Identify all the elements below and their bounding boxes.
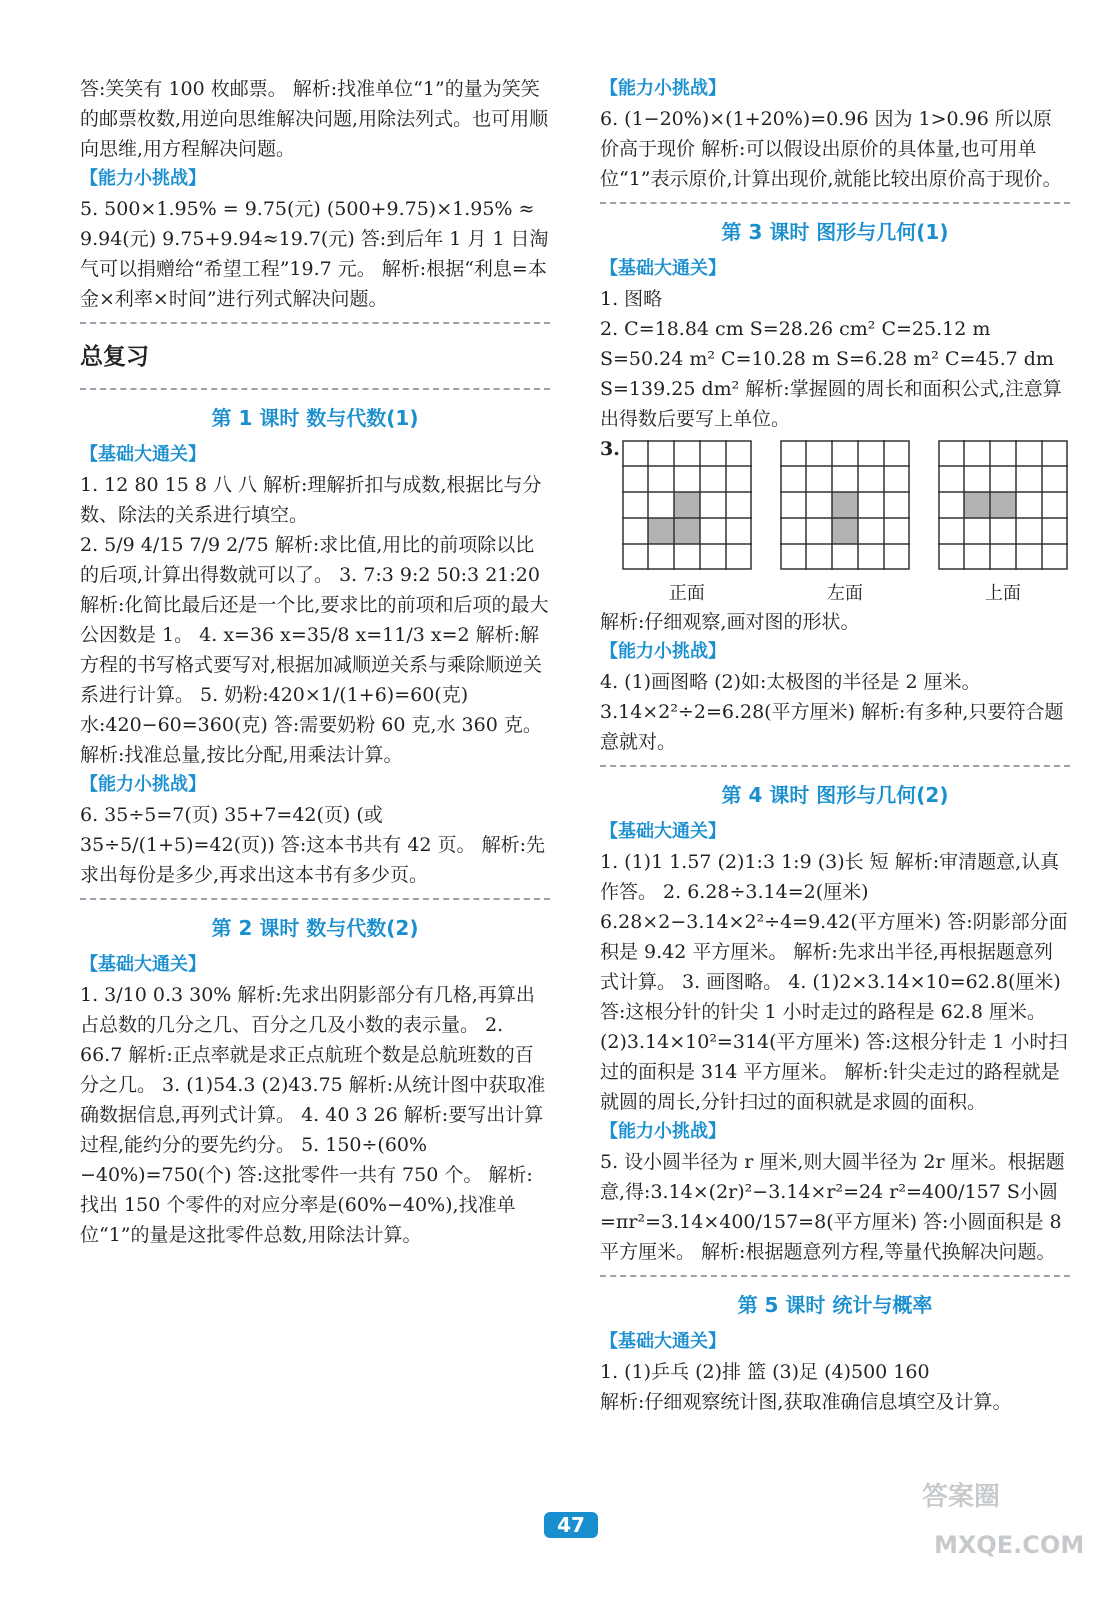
dashed-divider: [600, 1275, 1070, 1277]
question-number: 3.: [600, 438, 620, 460]
section-tag: 【基础大通关】: [600, 1331, 726, 1352]
section-tag: 【能力小挑战】: [600, 641, 726, 662]
view-figures: [620, 440, 1070, 607]
dashed-divider: [80, 898, 550, 900]
front-view-figure: [620, 440, 754, 607]
dashed-divider: [80, 388, 550, 390]
answer-paragraph: 1. 3/10 0.3 30% 解析:先求出阴影部分有几格,再算出占总数的几分之几、百分之几及小数的表示量。 2. 66.7 解析:正点率就是求正点航班个数是总航班数的百分之几。 3. (1)54.3 (2)43.75 解析:从统计图中获取准确数据信息,再列式计算。 4. 40 3 26 解析:要写出计算过程,能约分的要先约分。 5. 150÷(60%−40%)=750(个) 答:这批零件一共有 750 个。 解析:找出 150 个零件的对应分率是(60%−40%),找准单位“1”的量是这批零件总数,用除法计算。: [80, 984, 546, 1246]
lesson-heading: 第 5 课时 统计与概率: [737, 1293, 933, 1317]
lesson-heading: 第 4 课时 图形与几何(2): [721, 783, 949, 807]
section-tag: 【基础大通关】: [80, 954, 206, 975]
answer-paragraph: 6. 35÷5=7(页) 35+7=42(页) (或 35÷5/(1+5)=42(页)) 答:这本书共有 42 页。 解析:先求出每份是多少,再求出这本书有多少页。: [80, 804, 545, 886]
section-tag: 【能力小挑战】: [600, 1121, 726, 1142]
dashed-divider: [600, 202, 1070, 204]
answer-paragraph: 1. 图略: [600, 288, 663, 310]
top-view-grid: [938, 440, 1068, 570]
answer-paragraph: 1. (1)1 1.57 (2)1:3 1:9 (3)长 短 解析:审清题意,认真作答。 2. 6.28÷3.14=2(厘米) 6.28×2−3.14×2²÷4=9.42(平方厘米) 答:阴影部分面积是 9.42 平方厘米。 解析:先求出半径,再根据题意列式计算。 3. 画图略。 4. (1)2×3.14×10=62.8(厘米) 答:这根分针的针尖 1 小时走过的路程是 62.8 厘米。 (2)3.14×10²=314(平方厘米) 答:这根分针走 1 小时扫过的面积是 314 平方厘米。 解析:针尖走过的路程就是就圆的周长,分针扫过的面积就是求圆的面积。: [600, 851, 1068, 1113]
answer-paragraph: 1. (1)乒乓 (2)排 篮 (3)足 (4)500 160: [600, 1361, 930, 1383]
left-view-figure: [778, 440, 912, 607]
answer-paragraph: 6. (1−20%)×(1+20%)=0.96 因为 1>0.96 所以原价高于现价 解析:可以假设出原价的具体量,也可用单位“1”表示原价,计算出现价,就能比较出原价高于现价。: [600, 108, 1062, 190]
lesson-heading: 第 1 课时 数与代数(1): [211, 406, 419, 430]
watermark-logo: 答案圈: [922, 1482, 1001, 1512]
left-column: [80, 74, 550, 1250]
answer-paragraph: 解析:仔细观察统计图,获取准确信息填空及计算。: [600, 1391, 1012, 1413]
figure-caption: 正面: [668, 583, 705, 604]
front-view-grid: [622, 440, 752, 570]
top-view-figure: [936, 440, 1070, 607]
left-view-grid: [780, 440, 910, 570]
figure-caption: 上面: [984, 583, 1021, 604]
answer-paragraph: 5. 500×1.95% = 9.75(元) (500+9.75)×1.95% ≈ 9.94(元) 9.75+9.94≈19.7(元) 答:到后年 1 月 1 日淘气可以捐赠给“希望工程”19.7 元。 解析:根据“利息=本金×利率×时间”进行列式解决问题。: [80, 198, 549, 310]
lesson-heading: 第 3 课时 图形与几何(1): [721, 220, 949, 244]
figure-caption: 左面: [826, 583, 863, 604]
dashed-divider: [600, 765, 1070, 767]
answer-paragraph: 答:笑笑有 100 枚邮票。 解析:找准单位“1”的量为笑笑的邮票枚数,用逆向思维解决问题,用除法列式。也可用顺向思维,用方程解决问题。: [80, 78, 549, 160]
section-tag: 【基础大通关】: [600, 821, 726, 842]
section-tag: 【能力小挑战】: [80, 168, 206, 189]
section-tag: 【能力小挑战】: [600, 78, 726, 99]
section-tag: 【基础大通关】: [600, 258, 726, 279]
watermark-url: MXQE.COM: [934, 1531, 1085, 1559]
answer-paragraph: 1. 12 80 15 8 八 八 解析:理解折扣与成数,根据比与分数、除法的关系进行填空。: [80, 474, 542, 526]
answer-paragraph: 解析:仔细观察,画对图的形状。: [600, 611, 860, 633]
section-tag: 【基础大通关】: [80, 444, 206, 465]
chapter-title: 总复习: [80, 344, 149, 370]
answer-paragraph: 2. C=18.84 cm S=28.26 cm² C=25.12 m S=50.24 m² C=10.28 m S=6.28 m² C=45.7 dm S=139.25 dm² 解析:掌握圆的周长和面积公式,注意算出得数后要写上单位。: [600, 318, 1062, 430]
answer-paragraph: 5. 设小圆半径为 r 厘米,则大圆半径为 2r 厘米。根据题意,得:3.14×(2r)²−3.14×r²=24 r²=400/157 S小圆=πr²=3.14×400/157=8(平方厘米) 答:小圆面积是 8 平方厘米。 解析:根据题意列方程,等量代换解决问题。: [600, 1151, 1065, 1263]
answer-paragraph: 2. 5/9 4/15 7/9 2/75 解析:求比值,用比的前项除以比的后项,计算出得数就可以了。 3. 7:3 9:2 50:3 21:20 解析:化简比最后还是一个比,要求比的前项和后项的最大公因数是 1。 4. x=36 x=35/8 x=11/3 x=2 解析:解方程的书写格式要写对,根据加减顺逆关系与乘除顺逆关系进行计算。 5. 奶粉:420×1/(1+6)=60(克) 水:420−60=360(克) 答:需要奶粉 60 克,水 360 克。 解析:找准总量,按比分配,用乘法计算。: [80, 534, 549, 766]
lesson-heading: 第 2 课时 数与代数(2): [211, 916, 419, 940]
answer-paragraph: 4. (1)画图略 (2)如:太极图的半径是 2 厘米。3.14×2²÷2=6.28(平方厘米) 解析:有多种,只要符合题意就对。: [600, 671, 1064, 753]
page-number: 47: [544, 1512, 598, 1538]
right-column: [600, 74, 1070, 1417]
section-tag: 【能力小挑战】: [80, 774, 206, 795]
dashed-divider: [80, 322, 550, 324]
